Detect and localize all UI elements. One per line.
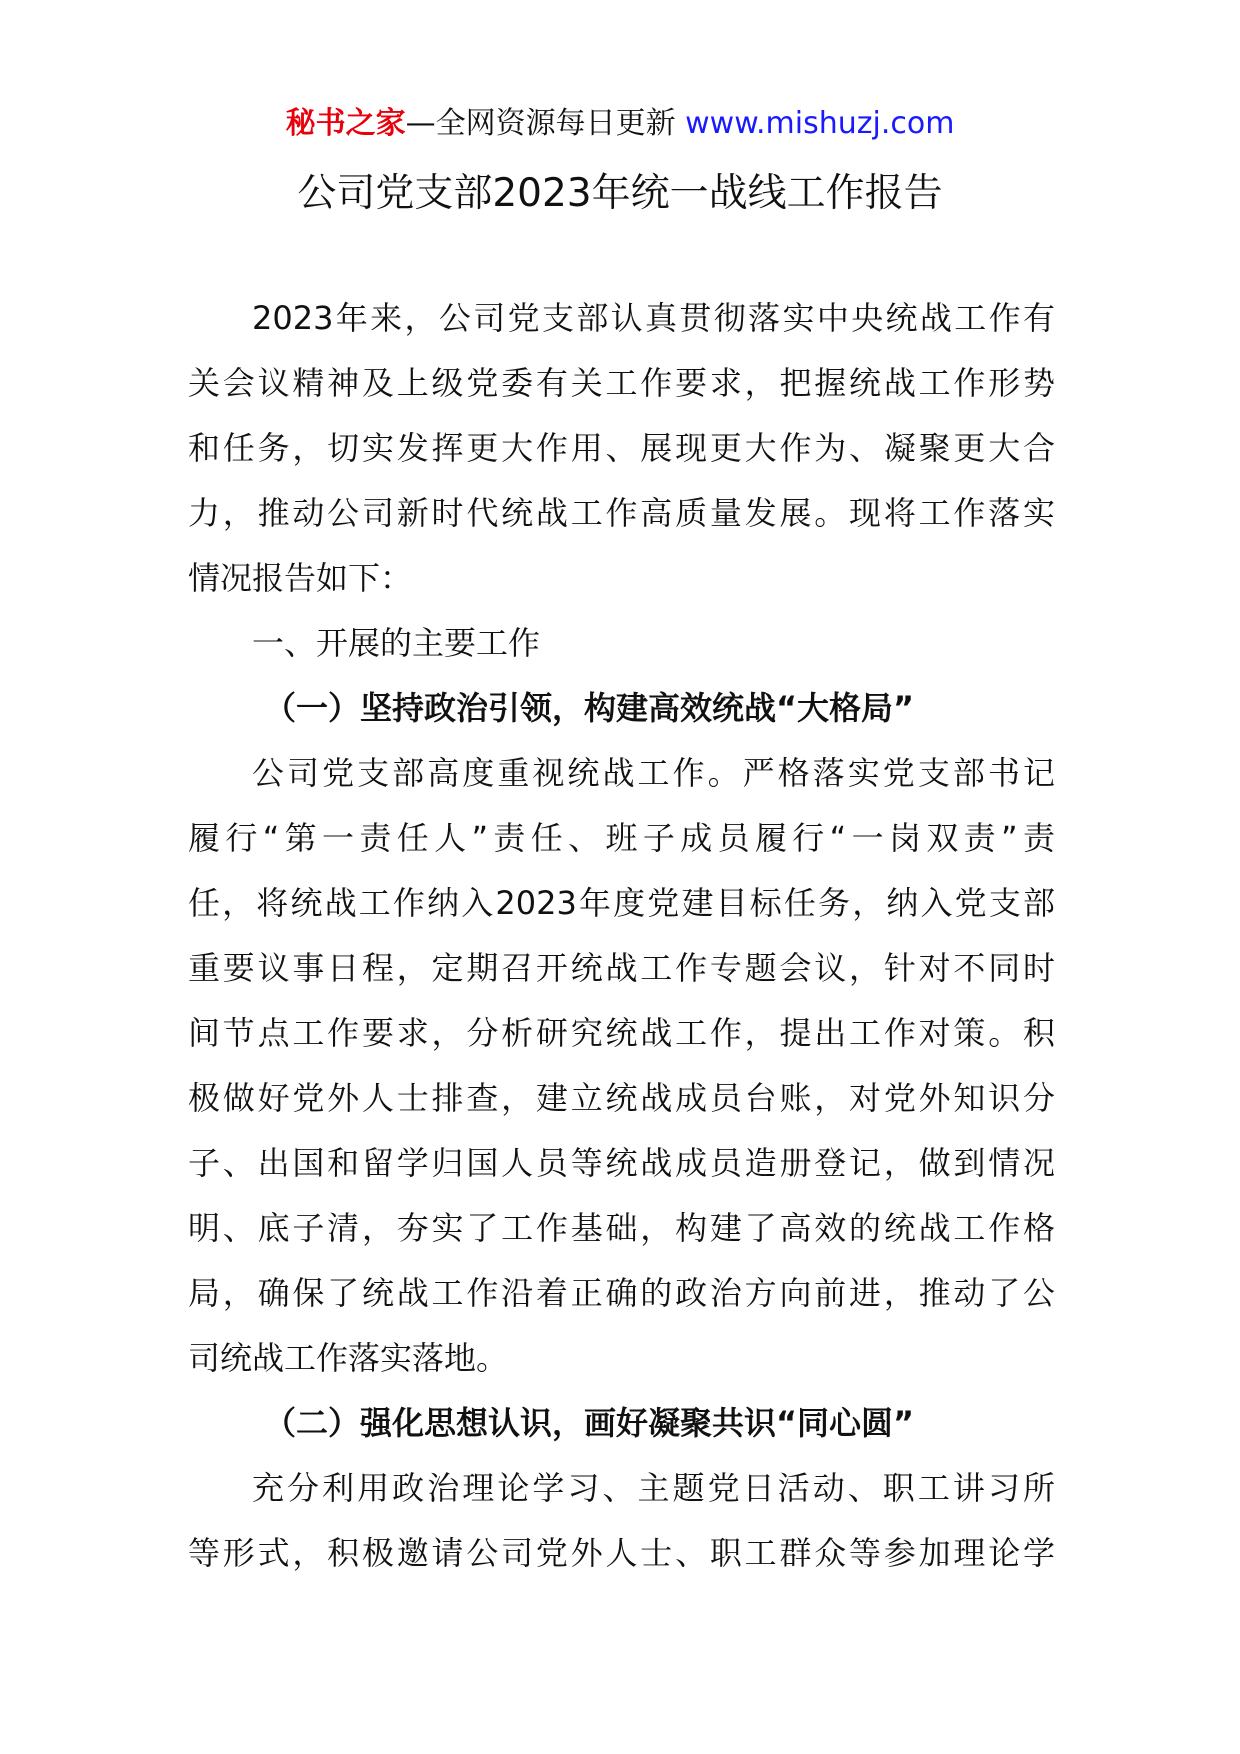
section-heading: 一、开展的主要工作	[252, 624, 541, 662]
paragraph-line: 局，确保了统战工作沿着正确的政治方向前进，推动了公	[188, 1274, 1055, 1312]
document-title: 公司党支部2023年统一战线工作报告	[297, 171, 943, 216]
watermark-tagline: —全网资源每日更新	[405, 106, 676, 141]
paragraph-line: 子、出国和留学归国人员等统战成员造册登记，做到情况	[188, 1144, 1055, 1182]
paragraph-line: 力，推动公司新时代统战工作高质量发展。现将工作落实	[188, 494, 1055, 532]
paragraph-line: 情况报告如下：	[188, 559, 413, 597]
paragraph-line: 充分利用政治理论学习、主题党日活动、职工讲习所	[252, 1469, 1055, 1507]
watermark-banner	[0, 104, 1240, 144]
paragraph-line: 履行“第一责任人”责任、班子成员履行“一岗双责”责	[188, 819, 1055, 857]
paragraph-line: 公司党支部高度重视统战工作。严格落实党支部书记	[252, 754, 1055, 792]
paragraph-line: 明、底子清，夯实了工作基础，构建了高效的统战工作格	[188, 1209, 1055, 1247]
paragraph-line: 关会议精神及上级党委有关工作要求，把握统战工作形势	[188, 364, 1055, 402]
paragraph-line: 司统战工作落实落地。	[188, 1339, 509, 1377]
paragraph-line: 2023年来，公司党支部认真贯彻落实中央统战工作有	[252, 299, 1055, 337]
watermark-url[interactable]: www.mishuzj.com	[685, 106, 955, 141]
paragraph-line: 任，将统战工作纳入2023年度党建目标任务，纳入党支部	[188, 884, 1055, 922]
watermark-brand: 秘书之家	[285, 106, 406, 141]
paragraph-line: 间节点工作要求，分析研究统战工作，提出工作对策。积	[188, 1014, 1055, 1052]
paragraph-line: 和任务，切实发挥更大作用、展现更大作为、凝聚更大合	[188, 429, 1055, 467]
paragraph-line: 等形式，积极邀请公司党外人士、职工群众等参加理论学	[188, 1534, 1055, 1572]
subsection-heading: （一）坚持政治引领，构建高效统战“大格局”	[264, 689, 915, 727]
paragraph-line: 重要议事日程，定期召开统战工作专题会议，针对不同时	[188, 949, 1055, 987]
subsection-heading: （二）强化思想认识，画好凝聚共识“同心圆”	[264, 1404, 915, 1442]
paragraph-line: 极做好党外人士排查，建立统战成员台账，对党外知识分	[188, 1079, 1055, 1117]
document-body	[188, 286, 1055, 1586]
